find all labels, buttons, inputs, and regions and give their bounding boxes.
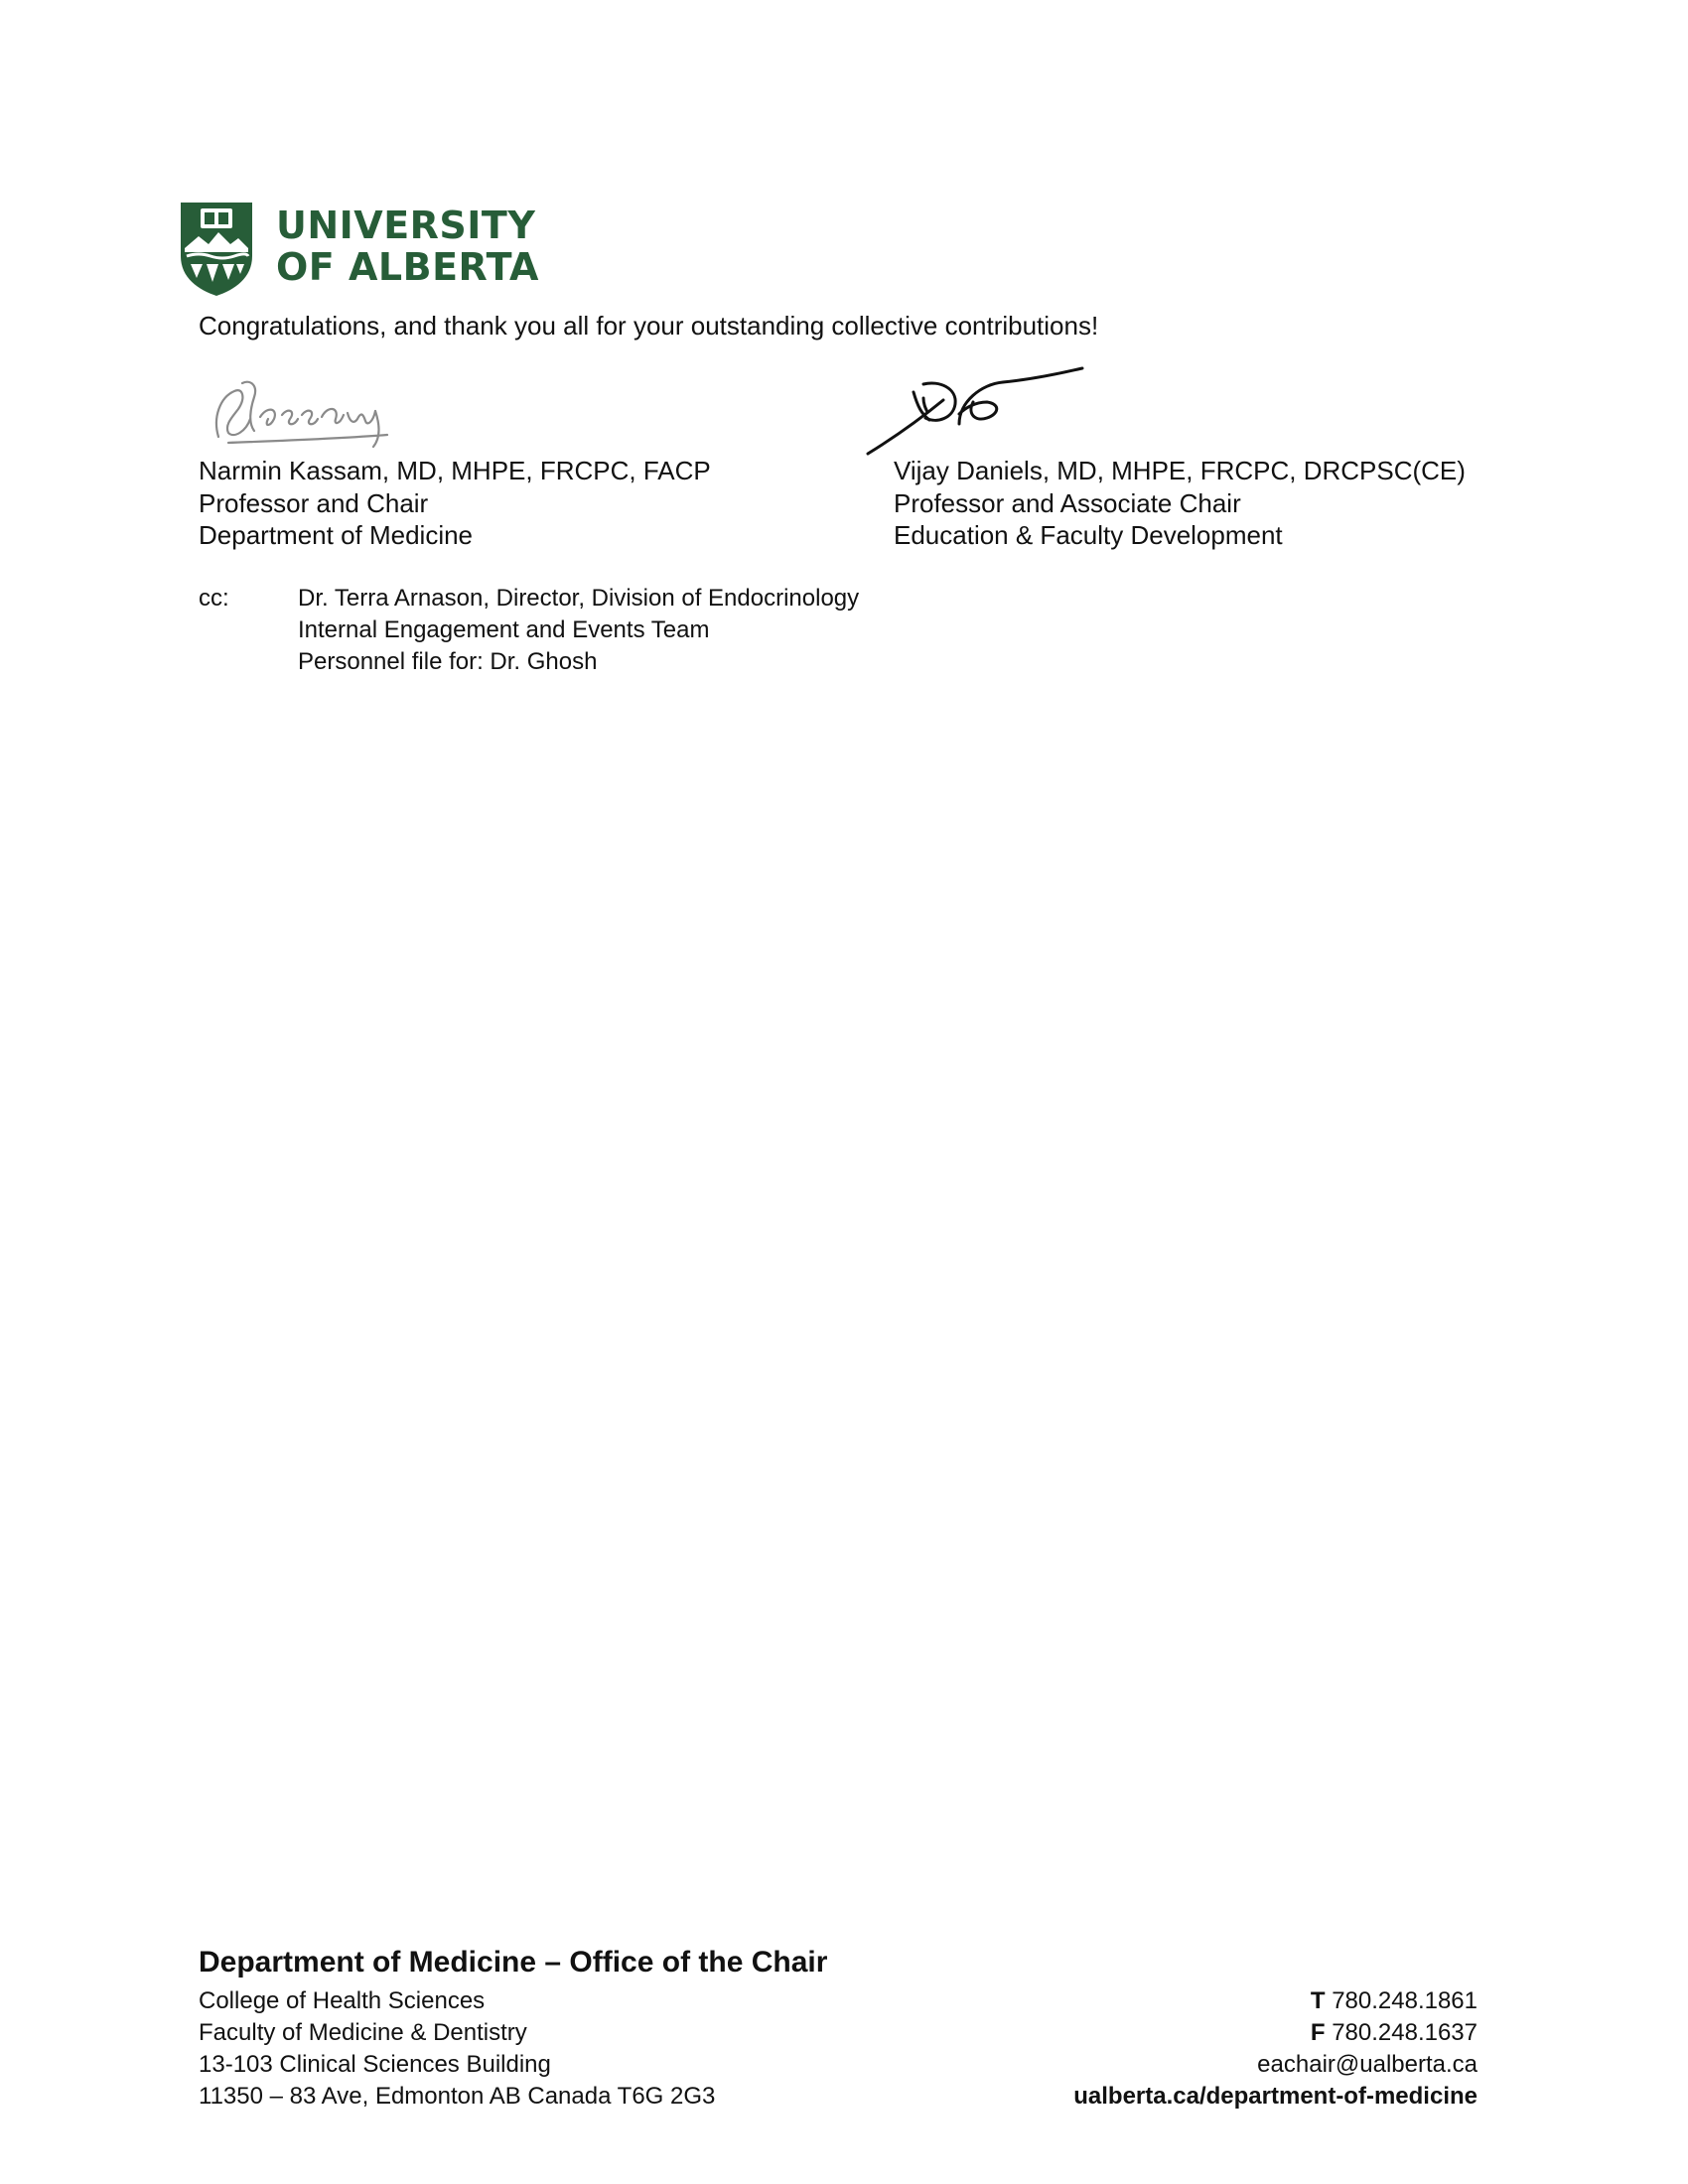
signature-kassam <box>199 357 447 457</box>
email-link[interactable]: eachair@ualberta.ca <box>1257 2051 1477 2078</box>
logo-line-2: OF ALBERTA <box>276 245 539 289</box>
fax-line <box>1073 2017 1477 2049</box>
footer-contact <box>1073 1985 1477 2113</box>
university-shield-icon <box>177 199 256 298</box>
phone-label: T <box>1310 1987 1326 2014</box>
cc-label: cc: <box>199 585 229 612</box>
address-line: 11350 – 83 Ave, Edmonton AB Canada T6G 2G3 <box>199 2083 716 2110</box>
university-logo <box>177 199 539 298</box>
closing-line: Congratulations, and thank you all for your outstanding collective contributions! <box>199 311 1099 341</box>
signature-daniels <box>864 362 1092 462</box>
university-wordmark <box>276 205 539 288</box>
address-line: 13-103 Clinical Sciences Building <box>199 2051 551 2078</box>
cc-recipients <box>298 583 859 678</box>
website-link[interactable]: ualberta.ca/department-of-medicine <box>1073 2083 1477 2110</box>
signatory-daniels <box>894 455 1466 552</box>
signatory-kassam <box>199 455 711 552</box>
fax-label: F <box>1310 2019 1326 2046</box>
address-line: College of Health Sciences <box>199 1987 486 2014</box>
signatory-name: Narmin Kassam, MD, MHPE, FRCPC, FACP <box>199 456 711 485</box>
footer-address <box>199 1985 715 2113</box>
footer-title: Department of Medicine – Office of the Chair <box>199 1946 828 1979</box>
phone-number[interactable]: 780.248.1861 <box>1332 1987 1477 2014</box>
signatory-name: Vijay Daniels, MD, MHPE, FRCPC, DRCPSC(CE) <box>894 456 1466 485</box>
signatory-title: Professor and Chair <box>199 487 429 518</box>
signatory-department: Education & Faculty Development <box>894 520 1283 550</box>
signatory-title: Professor and Associate Chair <box>894 487 1241 518</box>
cc-recipient: Dr. Terra Arnason, Director, Division of Endocrinology <box>298 585 860 612</box>
cc-recipient: Personnel file for: Dr. Ghosh <box>298 648 598 675</box>
logo-line-1: UNIVERSITY <box>276 204 536 247</box>
address-line: Faculty of Medicine & Dentistry <box>199 2019 527 2046</box>
cc-recipient: Internal Engagement and Events Team <box>298 616 710 643</box>
phone-line <box>1073 1985 1477 2017</box>
signatory-department: Department of Medicine <box>199 520 474 550</box>
fax-number: 780.248.1637 <box>1332 2019 1477 2046</box>
